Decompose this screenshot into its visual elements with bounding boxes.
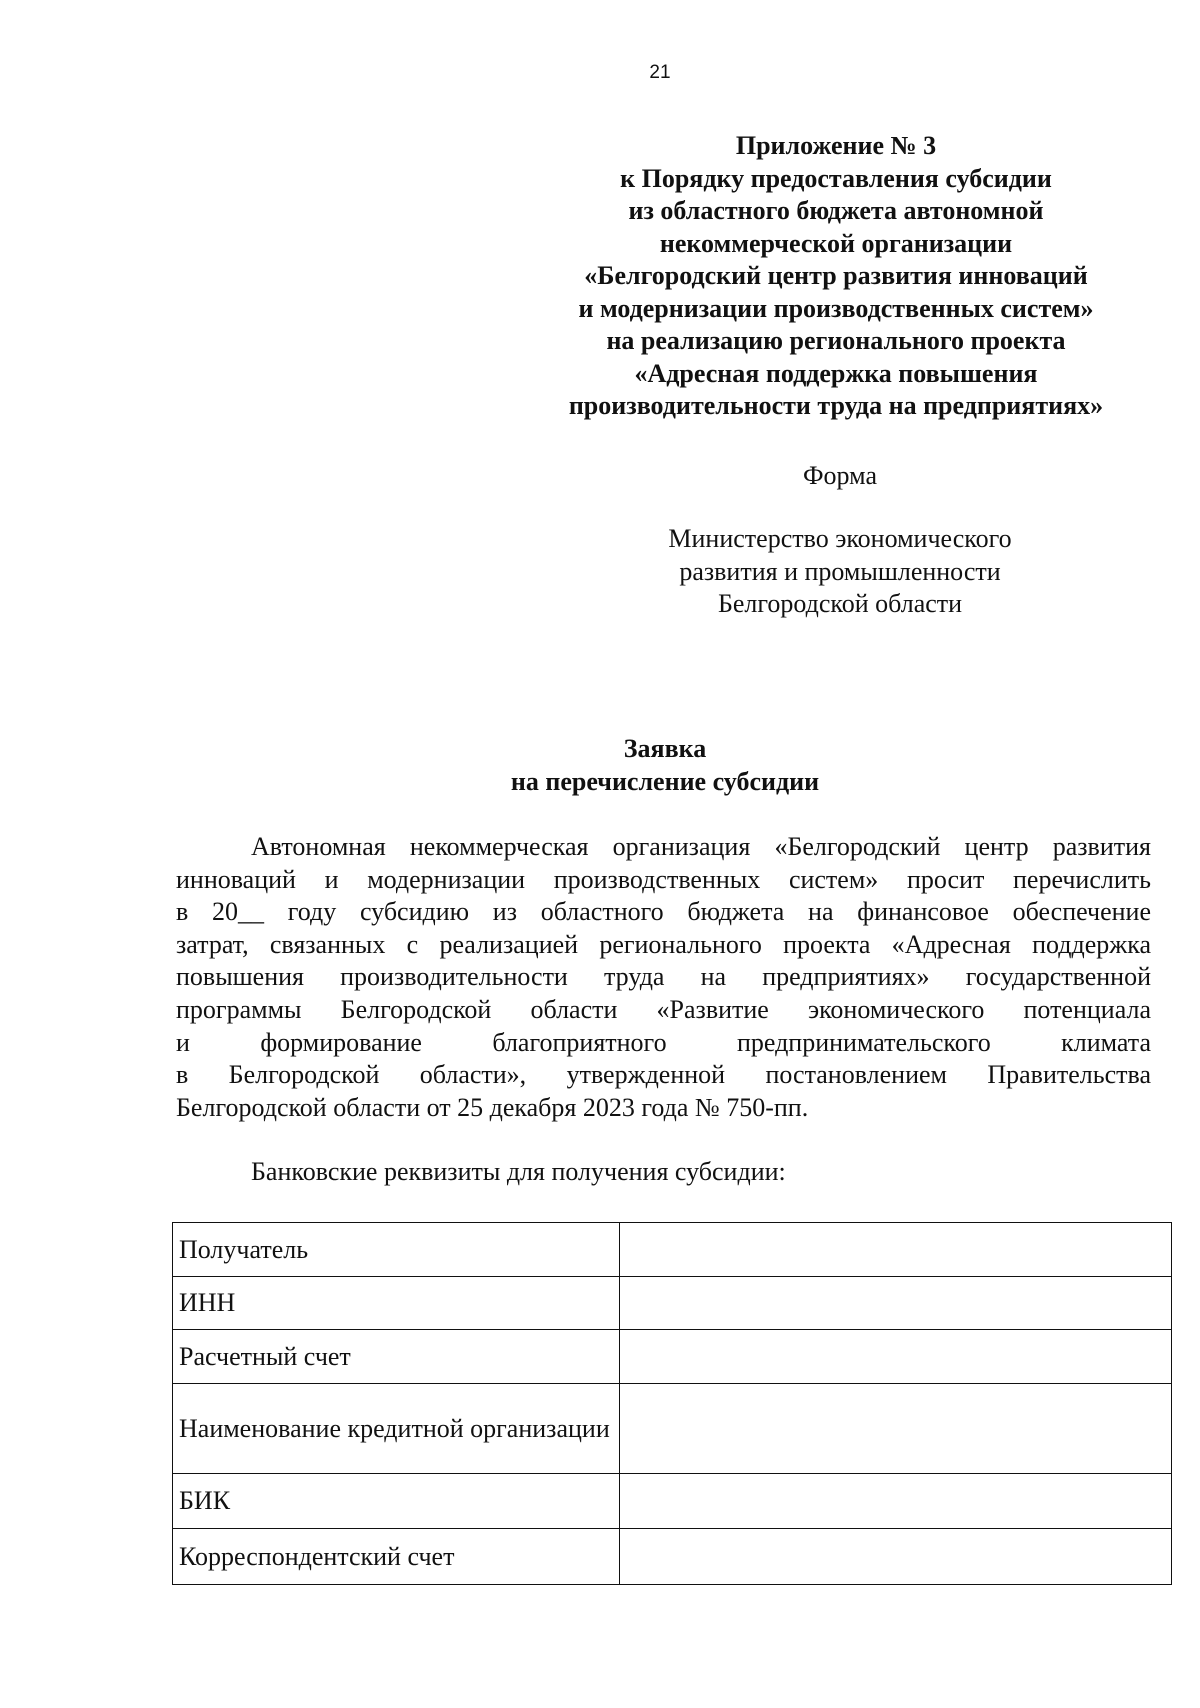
table-row: [173, 1277, 1172, 1330]
appendix-line: и модернизации производственных систем»: [578, 293, 1094, 323]
paragraph-line: повышения производительности труда на предприятиях» государственной: [176, 962, 1151, 992]
paragraph-line: Автономная некоммерческая организация «Белгородский центр развития: [251, 832, 1151, 861]
correspondent-account-value-field[interactable]: [620, 1529, 1172, 1585]
document-title-line: Заявка: [623, 734, 707, 763]
document-title: [480, 733, 850, 798]
paragraph-line: и формирование благоприятного предпринимательского климата: [176, 1027, 1151, 1057]
recipient-line: Министерство экономического: [668, 524, 1012, 553]
bik-value-field[interactable]: [620, 1474, 1172, 1529]
recipient-line: Белгородской области: [717, 589, 963, 618]
appendix-line: «Белгородский центр развития инноваций: [584, 261, 1088, 290]
paragraph-line: в Белгородской области», утвержденной постановлением Правительства: [176, 1060, 1151, 1090]
bik-label: БИК: [173, 1474, 620, 1529]
bank-details-intro: Банковские реквизиты для получения субсидии:: [251, 1157, 786, 1186]
appendix-line: на реализацию регионального проекта: [606, 326, 1066, 355]
table-row: [173, 1384, 1172, 1474]
inn-value-field[interactable]: [620, 1277, 1172, 1330]
inn-label: ИНН: [173, 1277, 620, 1330]
recipient-value-field[interactable]: [620, 1223, 1172, 1277]
appendix-line: некоммерческой организации: [659, 228, 1013, 258]
appendix-line: «Адресная поддержка повышения: [634, 358, 1038, 388]
recipient-line: развития и промышленности: [679, 556, 1001, 586]
bank-details-table: [172, 1222, 1172, 1585]
appendix-line: к Порядку предоставления субсидии: [620, 163, 1052, 193]
appendix-line: Приложение № 3: [735, 131, 937, 160]
appendix-line: производительности труда на предприятиях»: [568, 391, 1104, 420]
correspondent-account-label: Корреспондентский счет: [173, 1529, 620, 1585]
settlement-account-label: Расчетный счет: [173, 1330, 620, 1384]
paragraph-line: Белгородской области от 25 декабря 2023 года № 750-пп.: [176, 1092, 809, 1122]
request-paragraph: [176, 831, 1151, 1124]
bank-name-value-field[interactable]: [620, 1384, 1172, 1474]
table-row: [173, 1223, 1172, 1277]
appendix-header: [536, 130, 1136, 423]
table-row: [173, 1474, 1172, 1529]
paragraph-line: программы Белгородской области «Развитие экономического потенциала: [176, 994, 1151, 1024]
document-subtitle-line: на перечисление субсидии: [510, 766, 820, 796]
paragraph-line: затрат, связанных с реализацией регионального проекта «Адресная поддержка: [176, 929, 1151, 959]
paragraph-line: в 20__ году субсидию из областного бюджета на финансовое обеспечение: [176, 897, 1151, 927]
table-row: [173, 1529, 1172, 1585]
paragraph-line: инноваций и модернизации производственных систем» просит перечислить: [176, 864, 1151, 894]
recipient-label: Получатель: [173, 1223, 620, 1277]
recipient-block: [640, 523, 1040, 621]
bank-name-label: Наименование кредитной организации: [173, 1384, 620, 1474]
form-label: Форма: [803, 461, 877, 490]
settlement-account-value-field[interactable]: [620, 1330, 1172, 1384]
appendix-line: из областного бюджета автономной: [628, 196, 1044, 225]
table-row: [173, 1330, 1172, 1384]
page-number: 21: [649, 62, 671, 83]
